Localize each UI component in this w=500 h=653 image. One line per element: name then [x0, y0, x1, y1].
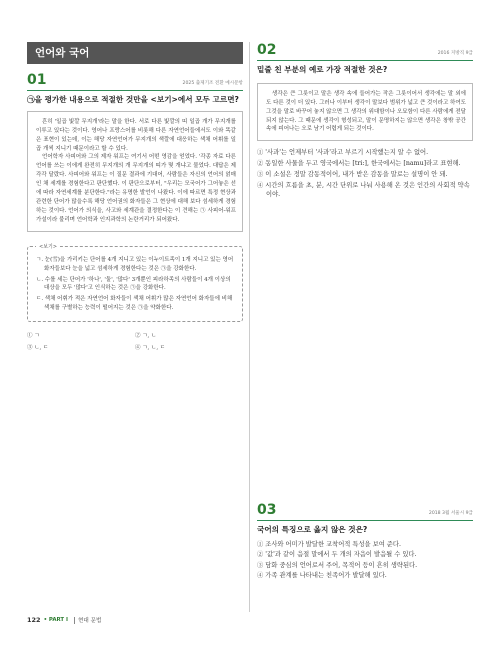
question-1-header	[27, 72, 243, 91]
question-1-passage	[27, 111, 243, 232]
question-3-number: 03	[257, 502, 277, 518]
question-2-prompt: 밑줄 친 부분의 예로 가장 적절한 것은?	[257, 65, 388, 74]
answer-option: ② ㄱ, ㄴ	[135, 333, 157, 340]
answer-option: ③ ㄴ, ㄷ	[27, 345, 49, 352]
question-1-number: 01	[27, 72, 47, 88]
section-title: 언어와 국어	[27, 42, 243, 64]
question-3-options	[257, 540, 473, 582]
question-2-source: 2016 지방직 9급	[437, 51, 473, 56]
answer-option: ② 동일한 사물을 두고 영국에서는 [tri:], 한국에서는 [namu]라고 표현해.	[257, 160, 461, 168]
question-1-prompt: ㉠을 평가한 내용으로 적절한 것만을 <보기>에서 모두 고르면?	[27, 95, 239, 104]
question-2	[257, 42, 473, 201]
question-2-passage	[257, 83, 473, 142]
bogi-label: <보기>	[36, 243, 60, 251]
passage-paragraph: 언어학자 사피어와 그의 제자 워프는 여기서 어떤 영감을 얻었다. '각종 자료 다른 언어를 쓰는 이에게 완전히 무지개의 개 무지개의 띠가 몇 개냐고 물었다. 대답은 제각각 달랐다. 사피어와 워프는 이 질문 결과에 기대어, 사람들은 자신의 언어의 얽매인 채 세계를 경험한다고 판단했다. 이 판단으로부터, "우리는 모국어가 그어놓은 선에 따라 자연세계를 분단한다."라는 유명한 발언이 나왔다. 이에 따르면 특정 현상과 관련한 단어가 많을수록 해당 언어권의 화자들은 그 현상에 대해 보다 섬세하게 경험하는 것이다. 언어가 의식을, 사고와 세계관을 결정한다는 이 견해는 ㉠ 사피어-워프 가설이라 불리며 언어학과 인지과학의 논란거리가 되어왔다.	[36, 154, 236, 223]
part-label: • PART Ⅰ	[43, 617, 68, 623]
answer-option: ③ 담화 중심의 언어로서 주어, 목적어 등이 흔히 생략된다.	[257, 561, 418, 569]
question-2-number: 02	[257, 42, 277, 58]
answer-option: ④ ㄱ, ㄴ, ㄷ	[135, 345, 166, 352]
answer-option: ② '값'과 같이 음절 말에서 두 개의 자음이 발음될 수 있다.	[257, 551, 417, 559]
answer-option: ① 조사와 어미가 발달한 교착어적 특성을 보여 준다.	[257, 540, 401, 548]
left-column	[27, 42, 243, 351]
question-3-prompt: 국어의 특징으로 옳지 않은 것은?	[257, 525, 368, 534]
question-3-header	[257, 502, 473, 521]
answer-option: ④ 시간의 흐름을 초, 분, 시간 단위로 나눠 사용해 온 것은 인간의 사회적 약속이야.	[257, 181, 470, 199]
bogi-box	[27, 243, 243, 322]
bogi-item: ㄷ. 색채 어휘가 적은 자연언어 화자들이 색채 어휘가 많은 자연언어 화자들에 비해 색채를 구별하는 능력이 떨어지는 것은 ㉠을 약화한다.	[36, 296, 233, 312]
question-3-source: 2018 3월 서울시 9급	[428, 511, 473, 516]
question-3	[257, 502, 473, 581]
question-1-source: 2025 출제기조 전환 예시문항	[182, 81, 243, 86]
bogi-item: ㄱ. 눈(雪)을 가리키는 단어를 4개 지니고 있는 이누이트족이 1개 지니고 있는 영어 화자들보다 눈을 넓고 섬세하게 경험한다는 것은 ㉠을 강화한다.	[36, 256, 234, 272]
page-footer	[27, 616, 101, 624]
bogi-item: ㄴ. 수를 세는 단어가 '하나', '둘', '많다' 3개뿐인 피라하족의 사람들이 4개 이상의 대상을 모두 '많다'고 인식하는 것은 ㉠을 강화한다.	[36, 276, 231, 292]
answer-option: ④ 가족 관계를 나타내는 친족어가 발달해 있다.	[257, 571, 387, 579]
column-divider	[249, 42, 250, 612]
passage-paragraph: 흔히 '일곱 빛깔 무지개'라는 말을 한다. 서로 다른 빛깔의 띠 일곱 개가 무지개를 이루고 있다는 것이다. 영어나 프랑스어를 비롯해 다른 자연언어들에서도 이와 똑같은 표현이 있는데, 이는 해당 자연언어가 무지개의 색깔에 대응하는 색채 어휘를 일곱 개씩 지니기 때문이라고 할 수 있다.	[36, 118, 236, 152]
question-2-options	[257, 148, 473, 200]
answer-option: ③ 이 소설은 정말 감동적이어, 내가 받은 감동을 말로는 설명이 안 돼.	[257, 170, 448, 178]
answer-option: ① '사과'는 언제부터 '사과'라고 부르기 시작했는지 알 수 없어.	[257, 149, 429, 157]
question-1-options	[27, 331, 243, 351]
page-number: 122	[27, 616, 41, 624]
passage-paragraph: 생각은 큰 그릇이고 말은 생각 속에 들어가는 작은 그릇이어서 생각에는 말 외에도 다른 것이 더 있다. 그러나 이부터 생각이 말보다 범위가 넓고 큰 것이라고 하여도 그것을 말로 바꾸어 놓지 않으면 그 생각의 위대함이나 오묘함이 다른 사람에게 전달되지 않는다. 그 때문에 생각이 형성되고, 말이 문명하지는 않으면 생각은 창밖 공간 속에 피어나는 오로 남기 어렵게 되는 것이다.	[266, 90, 466, 133]
footer-divider	[74, 617, 75, 624]
answer-option: ① ㄱ	[27, 333, 40, 340]
chapter-label: 현대 문법	[78, 618, 102, 624]
question-2-header	[257, 42, 473, 61]
